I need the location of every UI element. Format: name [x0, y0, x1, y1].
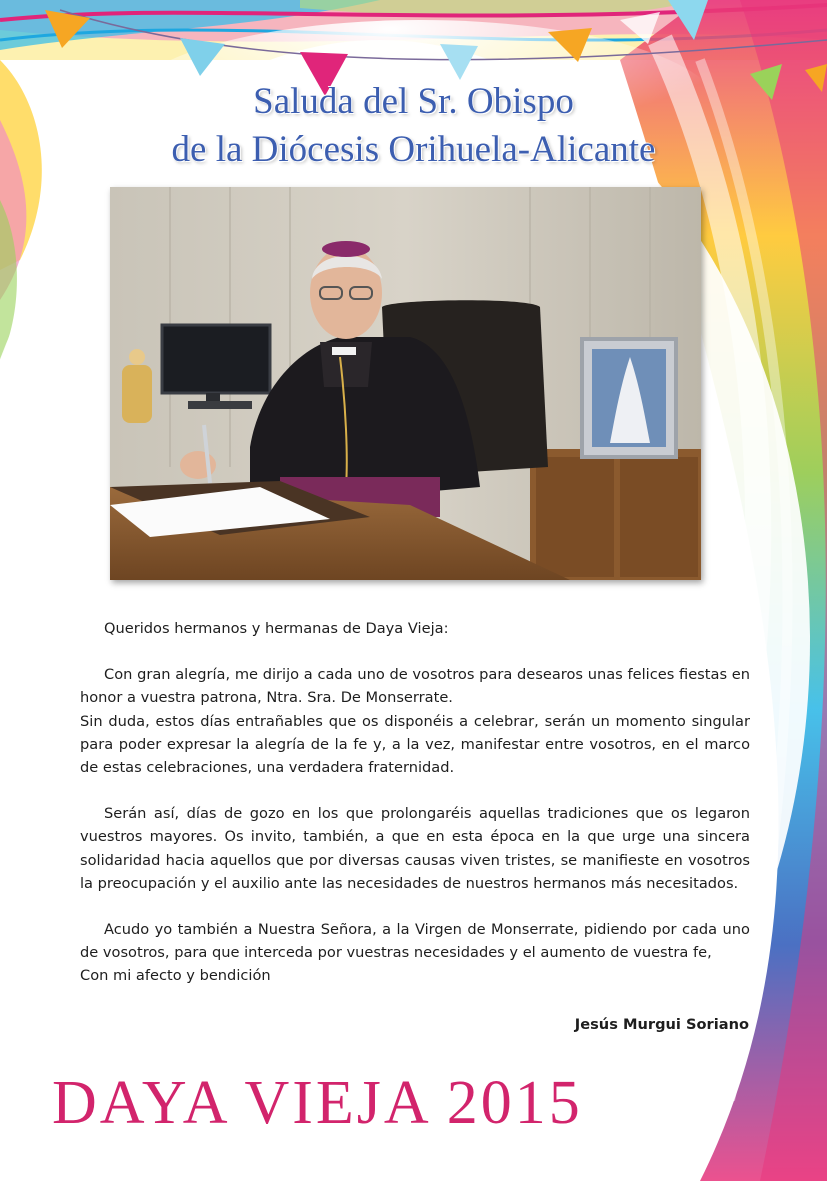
- paragraph-3b: Con mi afecto y bendición: [80, 967, 271, 985]
- page-title: [60, 78, 767, 174]
- signature: Jesús Murgui Soriano: [574, 1016, 749, 1033]
- title-line-1: Saluda del Sr. Obispo: [253, 81, 574, 122]
- salutation: Queridos hermanos y hermanas de Daya Vieja:: [104, 620, 449, 637]
- footer-title: DAYA VIEJA 2015: [52, 1069, 583, 1137]
- paragraph-1a: Con gran alegría, me dirijo a cada uno de vosotros para desearos unas felices fiestas en honor a vuestra patrona, Ntra. Sra. De Monserrate.: [80, 666, 750, 707]
- letter-body: [80, 617, 750, 988]
- paragraph-1b: Sin duda, estos días entrañables que os disponéis a celebrar, serán un momento singular para poder expresar la alegría de la fe y, a la vez, manifestar entre vosotros, en el marco de estas celebraciones, una verdadera fraternidad.: [80, 712, 750, 777]
- paragraph-2: Serán así, días de gozo en los que prolongaréis aquellas tradiciones que os legaron vuestros mayores. Os invito, también, a que en esta época en la que urge una sincera solidaridad hacia aquellos que por diversas causas viven tristes, se manifieste en vosotros la preocupación y el auxilio ante las necesidades de nuestros hermanos más necesitados.: [80, 805, 750, 892]
- bishop-photo: [110, 187, 701, 580]
- title-line-2: de la Diócesis Orihuela-Alicante: [171, 129, 656, 170]
- paragraph-3a: Acudo yo también a Nuestra Señora, a la Virgen de Monserrate, pidiendo por cada uno de vosotros, para que interceda por vuestras necesidades y el aumento de vuestra fe,: [80, 921, 750, 962]
